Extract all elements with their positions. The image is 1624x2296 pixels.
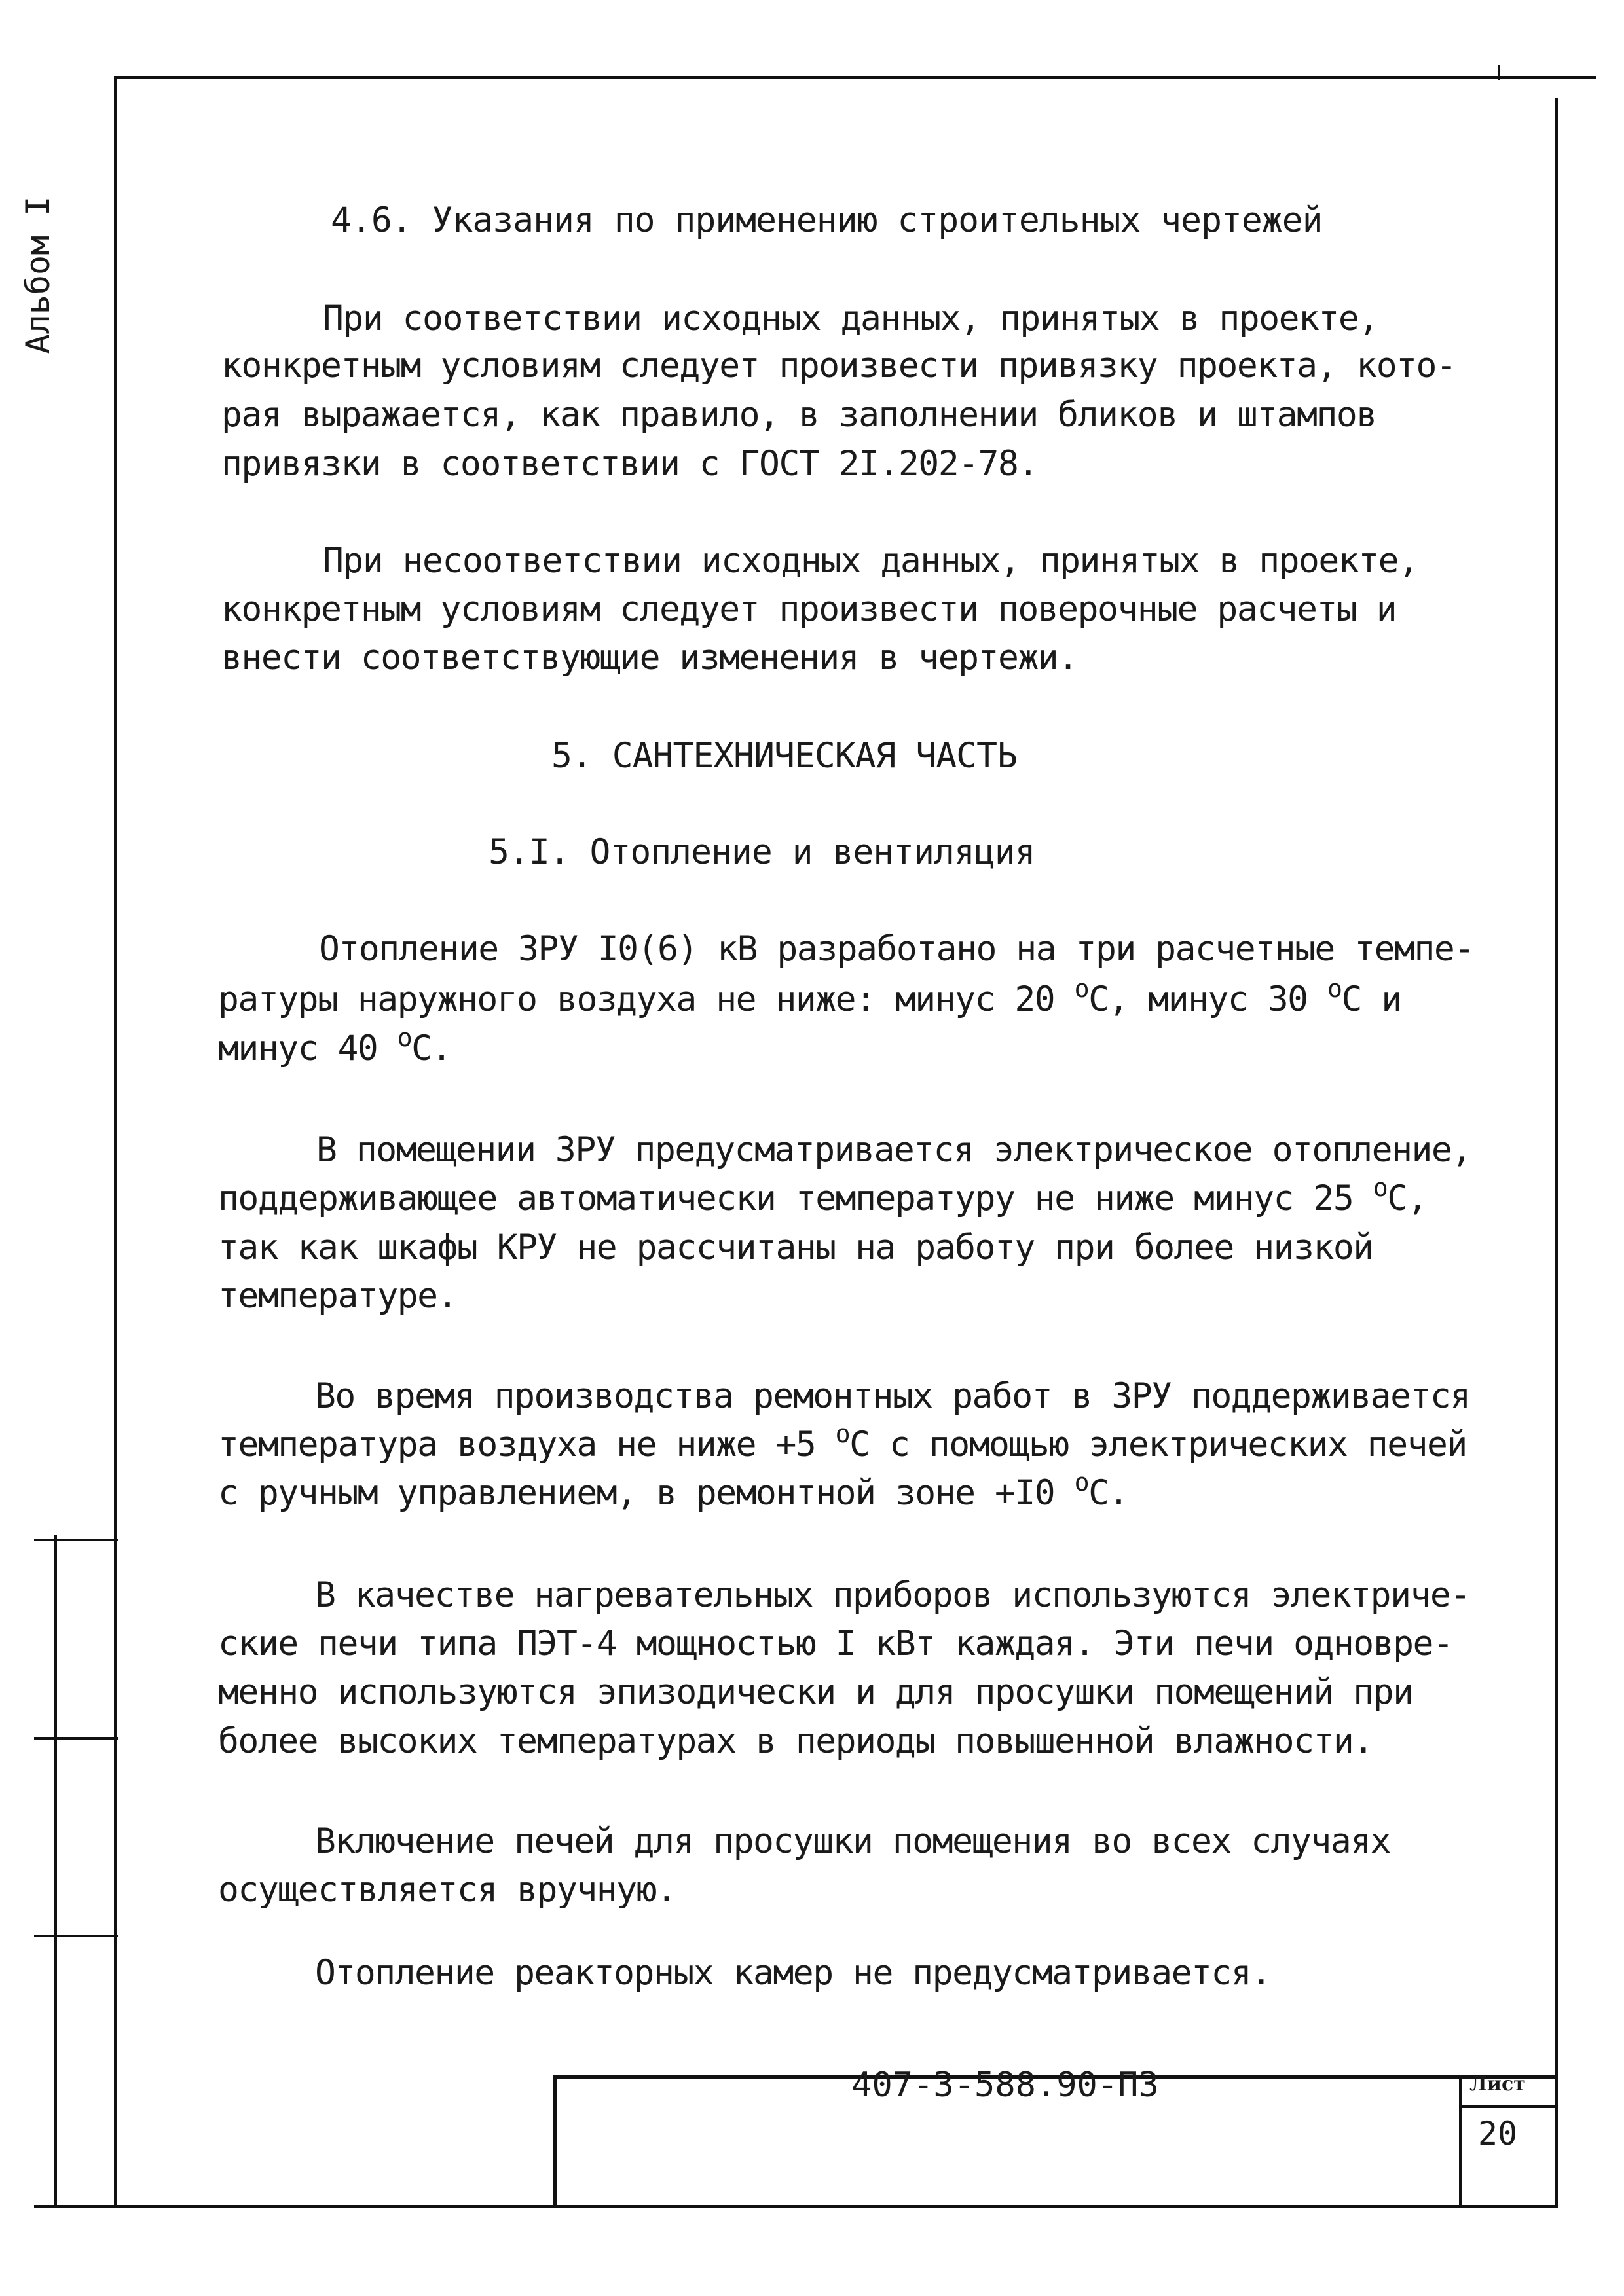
paragraph-line: менно используются эпизодически и для просушки помещений при — [218, 1672, 1413, 1712]
stamp-sheet-label-line — [1459, 2105, 1558, 2108]
paragraph-line: В качестве нагревательных приборов используются электриче- — [315, 1575, 1470, 1615]
margin-strip-tick-2 — [34, 1737, 118, 1740]
margin-strip-tick-3 — [34, 1935, 118, 1937]
paragraph-line: поддерживающее автоматически температуру не ниже минус 25 $^o$С, — [218, 1173, 1428, 1218]
paragraph-line: конкретным условиям следует произвести поверочные расчеты и — [221, 589, 1397, 629]
paragraph-line: привязки в соответствии с ГОСТ 2I.202-78. — [221, 444, 1038, 484]
frame-left-line — [114, 76, 117, 2208]
sheet-label: Лист — [1469, 2073, 1526, 2096]
margin-strip-tick-1 — [34, 1539, 118, 1541]
section-4-6-title: 4.6. Указания по применению строительных чертежей — [331, 200, 1323, 240]
paragraph-line: При соответствии исходных данных, принятых в проекте, — [323, 299, 1378, 338]
margin-strip-left-line — [54, 1535, 57, 2208]
paragraph-line: конкретным условиям следует произвести привязку проекта, кото- — [221, 346, 1456, 386]
paragraph-line: рая выражается, как правило, в заполнении бликов и штампов — [221, 395, 1376, 435]
paragraph-line: температуре. — [218, 1276, 457, 1316]
paragraph-line: При несоответствии исходных данных, принятых в проекте, — [323, 541, 1418, 581]
paragraph-line: осуществляется вручную. — [218, 1870, 676, 1910]
paragraph-line: ские печи типа ПЭТ-4 мощностью I кВт каждая. Эти печи одновре- — [218, 1624, 1453, 1664]
paragraph-line: более высоких температурах в периоды повышенной влажности. — [218, 1721, 1373, 1761]
paragraph-line: В помещении ЗРУ предусматривается электрическое отопление, — [316, 1130, 1471, 1170]
frame-top-line — [115, 76, 1596, 79]
section-5-title: 5. САНТЕХНИЧЕСКАЯ ЧАСТЬ — [551, 736, 1017, 776]
paragraph-line: Отопление ЗРУ I0(6) кВ разработано на три расчетные темпе- — [319, 929, 1474, 969]
paragraph-line: Во время производства ремонтных работ в ЗРУ поддерживается — [315, 1376, 1470, 1416]
paragraph-line: Включение печей для просушки помещения во всех случаях — [315, 1821, 1391, 1861]
section-5-1-title: 5.I. Отопление и вентиляция — [489, 832, 1035, 872]
paragraph-line: с ручным управлением, в ремонтной зоне +I0 $^o$С. — [218, 1468, 1128, 1513]
frame-right-line — [1555, 98, 1558, 2208]
paragraph-line: внести соответствующие изменения в чертежи. — [221, 638, 1078, 678]
paragraph-line: минус 40 $^o$С. — [218, 1023, 452, 1068]
paragraph-line: ратуры наружного воздуха не ниже: минус 20 $^o$С, минус 30 $^o$С и — [218, 974, 1401, 1019]
paragraph-line: температура воздуха не ниже +5 $^o$С с помощью электрических печей — [218, 1419, 1467, 1465]
sheet-number: 20 — [1477, 2115, 1518, 2153]
document-code: 407-3-588.90-ПЗ — [851, 2066, 1159, 2105]
album-side-label: Альбом I — [19, 196, 57, 354]
frame-bottom-line — [34, 2205, 1558, 2208]
paragraph-line: так как шкафы КРУ не рассчитаны на работу при более низкой — [218, 1228, 1373, 1267]
frame-top-tick — [1498, 65, 1500, 80]
paragraph-line: Отопление реакторных камер не предусматривается. — [315, 1953, 1271, 1993]
